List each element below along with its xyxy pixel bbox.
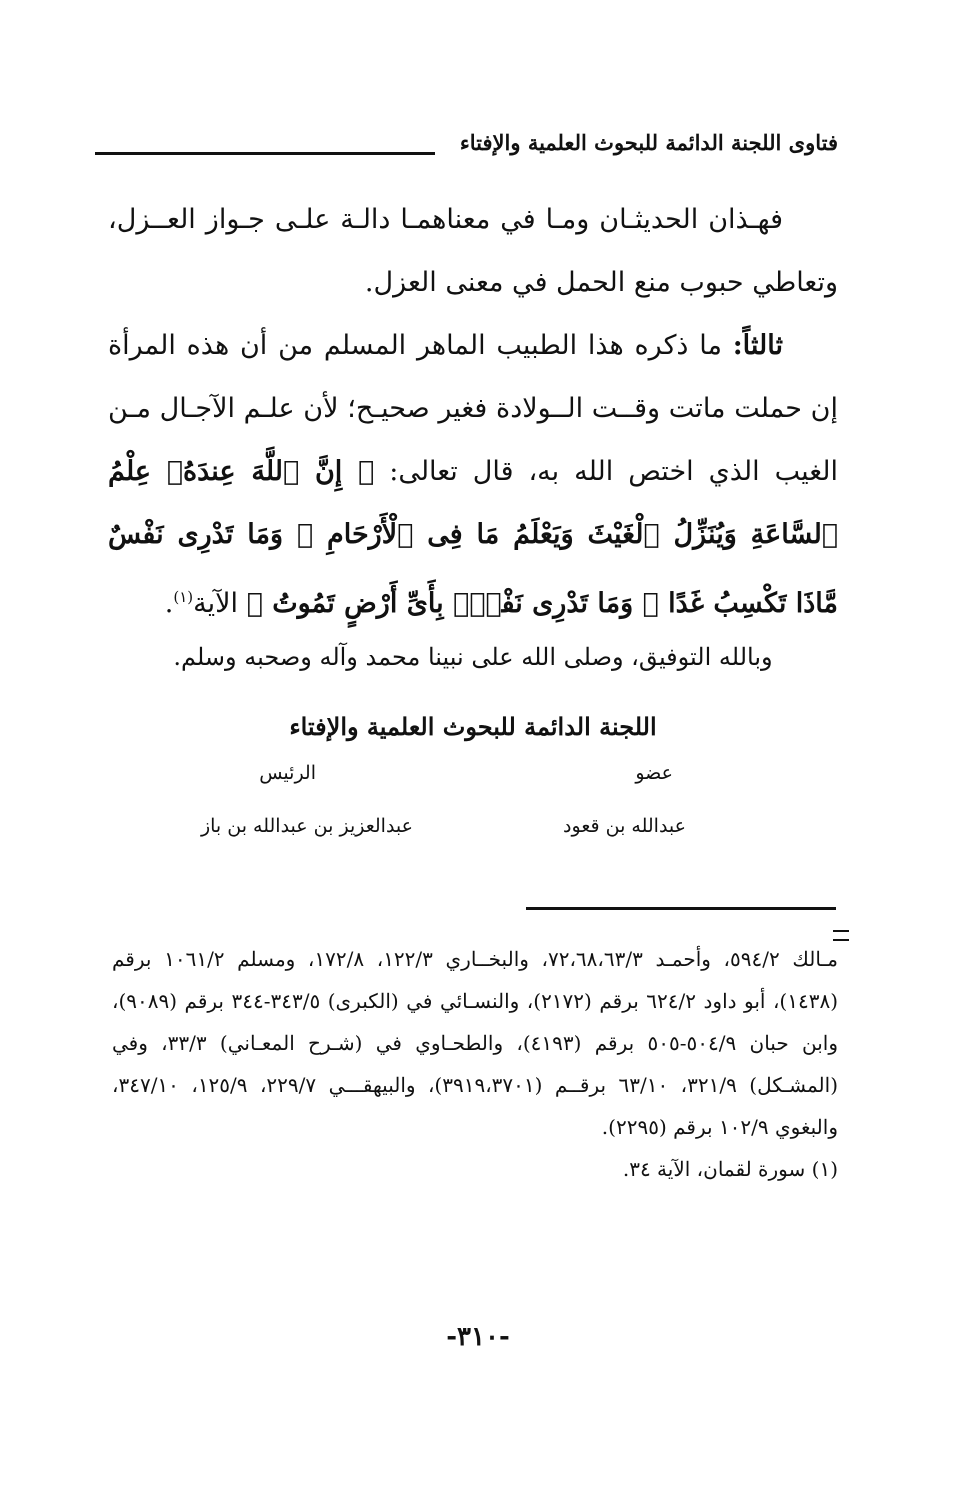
paragraph-2-text: ما ذكره هذا الطبيب الماهر المسلم من أن هذه المرأة إن حملت ماتت وقــت الــولادة فغير صحيـح؛ لأن علـم الآجـال مـن الغيب الذي اختص الله به، قال تعالى: [108, 330, 838, 487]
chair-name: عبدالعزيز بن عبدالله بن باز [200, 815, 413, 837]
quran-verse: ﴿ إِنَّ ٱللَّهَ عِندَهُۥ عِلْمُ ٱلسَّاعَةِ وَيُنَزِّلُ ٱلْغَيْثَ وَيَعْلَمُ مَا فِى ٱلْأَرْحَامِ ۖ وَمَا تَدْرِى نَفْسٌ مَّاذَا تَكْسِبُ غَدًا ۖ وَمَا تَدْرِى نَفْسٌۢ بِأَىِّ أَرْضٍ تَمُوتُ ﴾ [108, 456, 838, 619]
main-text [108, 188, 838, 635]
footnote-ref-1: (١) [173, 588, 194, 606]
paragraph-2 [108, 314, 838, 635]
page-number: -٣١٠- [446, 1322, 510, 1352]
chair-title: الرئيس [259, 762, 316, 784]
paragraph-2-tail: الآية [193, 588, 247, 619]
paragraph-2-end: . [164, 588, 174, 619]
footnote-continued: مـالك ٥٩٤/٢، وأحمـد ٧٢،٦٨،٦٣/٣، والبخــاري ١٢٢/٣، ١٧٢/٨، ومسلم ١٠٦١/٢ برقم (١٤٣٨)، أبو داود ٦٢٤/٢ برقم (٢١٧٢)، والنسـائي في (الكبرى) ٣٤٣/٥-٣٤٤ برقم (٩٠٨٩)، وابن حبان ٥٠٤/٩-٥٠٥ برقم (٤١٩٣)، والطحـاوي في (شـرح المعـاني) ٣٣/٣، وفي (المشـكل) ٣٢١/٩، ٦٣/١٠ برقــم (٣٩١٩،٣٧٠١)، والبيهقـــي ٢٢٩/٧، ١٢٥/٩، ٣٤٧/١٠، والبغوي ١٠٢/٩ برقم (٢٢٩٥). [112, 947, 839, 1139]
paragraph-2-label: ثالثاً: [732, 330, 783, 361]
footnote-1: (١) سورة لقمان، الآية ٣٤. [622, 1157, 838, 1181]
footnote-separator [526, 907, 836, 910]
paragraph-1: فهـذان الحديثـان ومـا في معناهمـا دالـة علـى جـواز العــزل، وتعاطي حبوب منع الحمل في معنى العزل. [108, 204, 838, 298]
member-name: عبدالله بن قعود [563, 815, 686, 837]
closing-line: وبالله التوفيق، وصلى الله على نبينا محمد وآله وصحبه وسلم. [173, 643, 773, 671]
committee-name: اللجنة الدائمة للبحوث العلمية والإفتاء [289, 712, 657, 741]
header-rule [95, 152, 435, 155]
running-header: فتاوى اللجنة الدائمة للبحوث العلمية والإفتاء [459, 130, 838, 155]
member-title: عضو [635, 762, 673, 784]
footnotes [112, 938, 838, 1190]
